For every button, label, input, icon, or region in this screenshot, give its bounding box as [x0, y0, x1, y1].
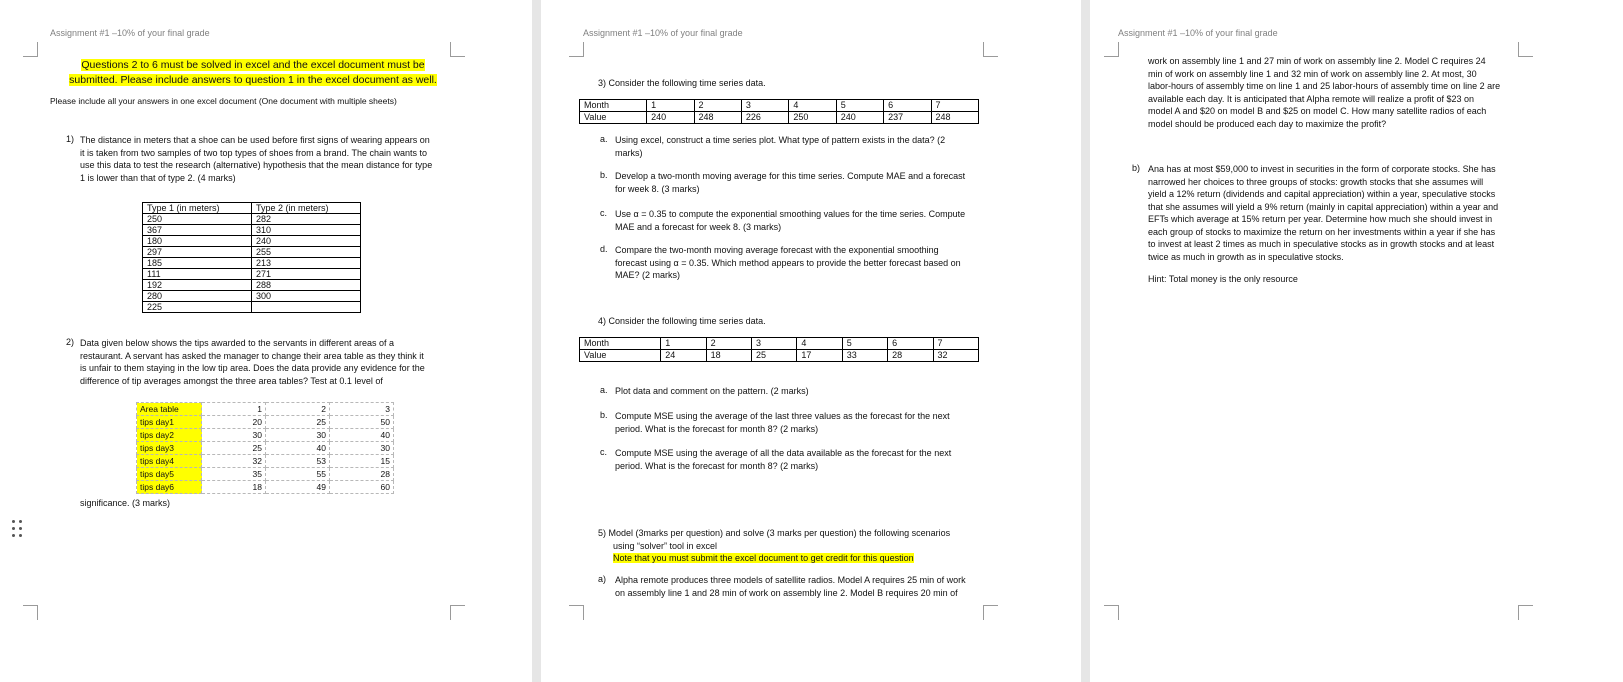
question-number: 1)	[66, 134, 75, 144]
instruction-text: Please include all your answers in one excel document (One document with multiple sheets)	[50, 96, 397, 106]
crop-mark	[1518, 605, 1533, 620]
item-label: c.	[600, 447, 608, 457]
page-header: Assignment #1 –10% of your final grade	[1118, 28, 1278, 38]
table-row: 297 255	[143, 247, 361, 258]
time-series-table-q4	[579, 337, 979, 362]
drag-handle-icon[interactable]	[12, 520, 24, 544]
question-4-intro: 4) Consider the following time series data.	[598, 316, 766, 326]
table-header-row: Area table 1 2 3	[137, 403, 394, 416]
crop-mark	[569, 42, 584, 57]
question-5a-text: Alpha remote produces three models of satellite radios. Model A requires 25 min of work on assembly line 1 and 28 min of work on assembly line 2. Model B requires 20 min of	[615, 575, 966, 598]
table-row: 367 310	[143, 225, 361, 236]
question-number: 2)	[66, 337, 75, 347]
table-row: 250 282	[143, 214, 361, 225]
table-header-row	[143, 203, 361, 214]
question-3a-text: Using excel, construct a time series plot. What type of pattern exists in the data? (2 marks)	[615, 135, 946, 158]
question-4c-text: Compute MSE using the average of all the data available as the forecast for the next period. What is the forecast for month 8? (2 marks)	[615, 448, 952, 471]
document-page-1	[0, 0, 532, 682]
question-5b-text: Ana has at most $59,000 to invest in securities in the form of corporate stocks. She has narrowed her choices to three groups of stocks: growth stocks that she assumes will yield a 12% return (dividends and capital appreciation) within a year, speculative stocks that she assumes will yield a 9% return (mainly in capital appreciation) within a year and EFTs which average at 15% return per year. Determine how much she should invest in each group of stocks to maximize the return on her investments within a year if she has to invest at least 2 times as much in speculative stocks as in growth stocks and at least twice as much in growth as in speculative stocks.	[1148, 164, 1499, 262]
table-header: Type 1 (in meters)	[143, 203, 252, 214]
crop-mark	[983, 42, 998, 57]
tips-table	[136, 402, 394, 494]
table-row: 111 271	[143, 269, 361, 280]
question-5-text: 5) Model (3marks per question) and solve (3 marks per question) the following scenarios using “solver” tool in excel Note that you must submit the excel document to get credit for this question	[598, 528, 951, 563]
table-row: tips day2 30 30 40	[137, 429, 394, 442]
item-label: c.	[600, 208, 608, 218]
item-label: d.	[600, 244, 608, 254]
item-label: a)	[598, 574, 607, 584]
question-3b-text: Develop a two-month moving average for this time series. Compute MAE and a forecast for week 8. (3 marks)	[615, 171, 966, 194]
crop-mark	[23, 42, 38, 57]
crop-mark	[1104, 605, 1119, 620]
question-3c-text: Use α = 0.35 to compute the exponential smoothing values for the time series. Compute MAE and a forecast for week 8. (3 marks)	[615, 209, 966, 232]
table-row: 180 240	[143, 236, 361, 247]
table-row: tips day6 18 49 60	[137, 481, 394, 494]
document-page-2	[541, 0, 1081, 682]
excel-notice	[58, 58, 448, 88]
crop-mark	[1104, 42, 1119, 57]
question-4b-text: Compute MSE using the average of the last three values as the forecast for the next period. What is the forecast for month 8? (2 marks)	[615, 411, 950, 434]
table-row: tips day4 32 53 15	[137, 455, 394, 468]
table-row: 280 300	[143, 291, 361, 302]
question-4a-text: Plot data and comment on the pattern. (2 marks)	[615, 386, 809, 396]
table-row: 225	[143, 302, 361, 313]
item-label: b.	[600, 170, 608, 180]
question-2-text: Data given below shows the tips awarded to the servants in different areas of a restaurant. A servant has asked the manager to change their area table as they think it is unfair to them staying in the low tip area. Does the data provide any evidence for the difference of tip averages amongst the three area tables? Test at 0.1 level of	[80, 338, 425, 386]
item-label: b.	[600, 410, 608, 420]
table-row: 185 213	[143, 258, 361, 269]
table-row: tips day1 20 25 50	[137, 416, 394, 429]
table-row: Month 1 2 3 4 5 6 7	[580, 100, 979, 112]
table-header: Type 2 (in meters)	[252, 203, 361, 214]
highlighted-note: Note that you must submit the excel document to get credit for this question	[613, 553, 914, 563]
page-header: Assignment #1 –10% of your final grade	[50, 28, 210, 38]
page-header: Assignment #1 –10% of your final grade	[583, 28, 743, 38]
document-page-3	[1090, 0, 1623, 682]
crop-mark	[23, 605, 38, 620]
table-row: Month 1 2 3 4 5 6 7	[580, 338, 979, 350]
item-label: a.	[600, 385, 608, 395]
table-row: tips day3 25 40 30	[137, 442, 394, 455]
table-row: 192 288	[143, 280, 361, 291]
table-row: Value 240 248 226 250 240 237 248	[580, 112, 979, 124]
notice-line-1: Questions 2 to 6 must be solved in excel and the excel document must be	[81, 59, 425, 71]
crop-mark	[983, 605, 998, 620]
question-3d-text: Compare the two-month moving average forecast with the exponential smoothing forecast using α = 0.35. Which method appears to provide the better forecast based on MAE? (2 marks)	[615, 245, 961, 280]
question-2-tail: significance. (3 marks)	[80, 498, 171, 508]
notice-line-2: submitted. Please include answers to question 1 in the excel document as well.	[69, 74, 437, 86]
item-label: a.	[600, 134, 608, 144]
table-row: Value 24 18 25 17 33 28 32	[580, 350, 979, 362]
question-1-text: The distance in meters that a shoe can be used before first signs of wearing appears on it is taken from two samples of two top types of shoes from a brand. The chain wants to use this data to test the research (alternative) hypothesis that the mean distance for type 1 is lower than that of type 2. (4 marks)	[80, 135, 433, 183]
table-row: tips day5 35 55 28	[137, 468, 394, 481]
shoe-distance-table	[142, 202, 361, 313]
time-series-table-q3	[579, 99, 979, 124]
crop-mark	[569, 605, 584, 620]
item-label: b)	[1132, 163, 1141, 173]
question-5a-continued: work on assembly line 1 and 27 min of work on assembly line 2. Model C requires 24 min of work on assembly line 1 and 32 min of work on assembly line 2. At most, 30 labor-hours of assembly time on line 1 and 25 labor-hours of assembly time on line 2 are available each day. It is anticipated that Alpha remote will realize a profit of $23 on model A and $20 on model B and $25 on model C. How many satellite radios of each model should be produced each day to maximize the profit?	[1148, 56, 1501, 129]
crop-mark	[450, 42, 465, 57]
hint-text: Hint: Total money is the only resource	[1148, 274, 1298, 284]
crop-mark	[450, 605, 465, 620]
question-3-intro: 3) Consider the following time series data.	[598, 78, 766, 88]
